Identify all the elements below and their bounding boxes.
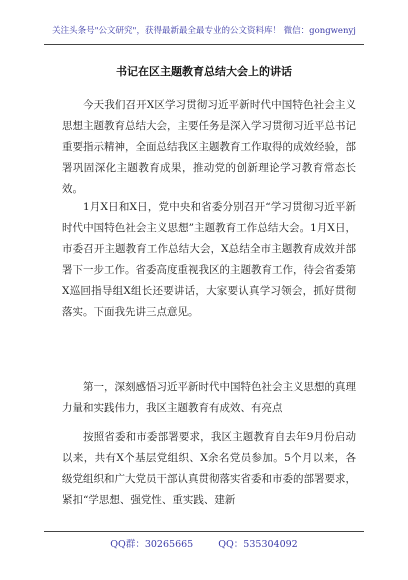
- header-divider: [44, 44, 364, 45]
- paragraph-progress: 按照省委和市委部署要求，我区主题教育自去年9月份启动以来，共有X个基层党组织、X余名党员参加。5个月以来，各级党组织和广大党员干部认真贯彻落实省委和市委的部署要求，紧扣“学思想、强党性、重实践、建新: [62, 431, 356, 506]
- section-heading-first: 第一，深刻感悟习近平新时代中国特色社会主义思想的真理力量和实践伟力，我区主题教育有成效、有亮点: [62, 381, 356, 414]
- header-banner: 关注头条号"公文研究"，获得最新最全最专业的公文资料库！ 微信：gongwenyj: [52, 26, 356, 36]
- footer-divider: [44, 531, 364, 532]
- footer-qq: QQ：535304092: [218, 539, 298, 550]
- paragraph-intro: 今天我们召开X区学习贯彻习近平新时代中国特色社会主义思想主题教育总结大会，主要任务是深入学习贯彻习近平总书记重要指示精神，全面总结我区主题教育工作取得的成效经验，部署巩固深化主题教育成果，推动党的创新理论学习教育常态长效。: [62, 99, 356, 195]
- paragraph-background: 1月X日和X日，党中央和省委分别召开“学习贯彻习近平新时代中国特色社会主义思想”主题教育工作总结大会。1月X日，市委召开主题教育工作总结大会，X总结全市主题教育成效并部署下一步工作。省委高度重视我区的主题教育工作，待会省委第X巡回指导组X组长还要讲话，大家要认真学习领会，抓好贯彻落实。下面我先讲三点意见。: [62, 201, 356, 318]
- footer-contacts: [0, 536, 408, 550]
- footer-qq-group: QQ群：30265665: [110, 539, 194, 550]
- document-title: 书记在区主题教育总结大会上的讲话: [116, 65, 292, 78]
